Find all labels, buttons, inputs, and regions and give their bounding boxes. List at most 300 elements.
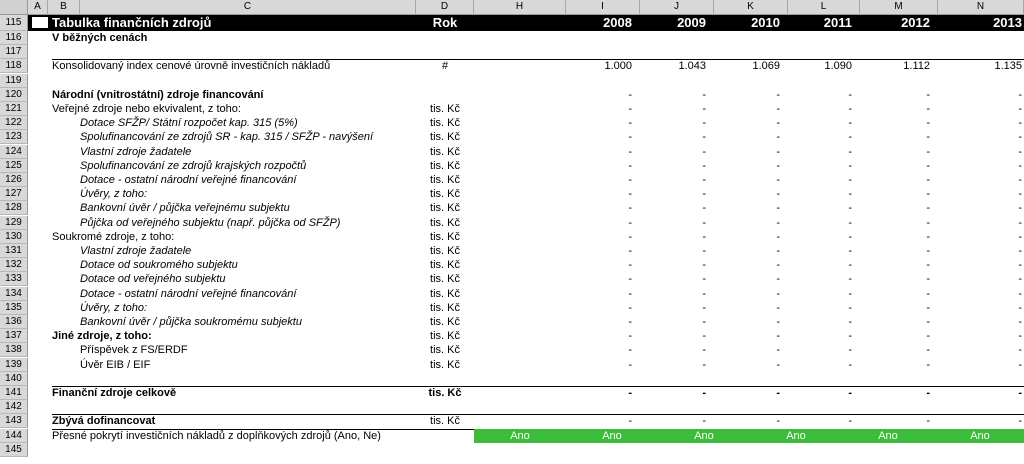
value-cell[interactable] bbox=[938, 74, 1024, 88]
value-cell[interactable]: - bbox=[1018, 117, 1022, 129]
value-cell[interactable]: - bbox=[848, 202, 852, 214]
value-cell[interactable] bbox=[860, 372, 938, 386]
value-cell[interactable]: - bbox=[926, 245, 930, 257]
year-2012[interactable]: 2012 bbox=[901, 15, 930, 30]
value-cell[interactable]: - bbox=[776, 330, 780, 342]
row-header[interactable]: 130 bbox=[0, 230, 28, 244]
value-cell[interactable]: - bbox=[628, 188, 632, 200]
column-header-j[interactable]: J bbox=[640, 0, 714, 14]
unit-cell[interactable]: # bbox=[441, 60, 449, 72]
column-header-a[interactable]: A bbox=[28, 0, 48, 14]
row-header[interactable]: 119 bbox=[0, 74, 28, 88]
value-cell[interactable]: - bbox=[776, 273, 780, 285]
value-cell[interactable]: - bbox=[926, 160, 930, 172]
table-row bbox=[0, 230, 1024, 244]
value-cell[interactable] bbox=[860, 74, 938, 88]
value-cell[interactable]: 1.135 bbox=[994, 60, 1022, 72]
value-cell[interactable]: - bbox=[628, 202, 632, 214]
value-cell[interactable]: - bbox=[926, 330, 930, 342]
row-label[interactable]: Vlastní zdroje žadatele bbox=[80, 245, 192, 257]
value-cell[interactable]: - bbox=[776, 359, 780, 371]
value-cell[interactable]: - bbox=[776, 146, 780, 158]
value-cell[interactable] bbox=[788, 31, 860, 45]
value-cell[interactable]: - bbox=[628, 174, 632, 186]
row-header[interactable]: 143 bbox=[0, 414, 28, 428]
value-cell[interactable]: - bbox=[926, 117, 930, 129]
value-cell[interactable] bbox=[566, 31, 640, 45]
column-header-n[interactable]: N bbox=[938, 0, 1024, 14]
value-cell[interactable]: - bbox=[926, 259, 930, 271]
row-label[interactable]: Konsolidovaný index cenové úrovně investičních nákladů bbox=[52, 60, 331, 72]
unit-cell[interactable]: tis. Kč bbox=[430, 316, 460, 328]
value-cell[interactable]: - bbox=[628, 415, 632, 427]
value-cell[interactable]: Ano bbox=[694, 430, 714, 442]
value-cell[interactable]: - bbox=[702, 188, 706, 200]
unit-cell[interactable]: tis. Kč bbox=[430, 103, 460, 115]
row-label[interactable]: Úvěry, z toho: bbox=[80, 302, 148, 314]
unit-cell[interactable]: tis. Kč bbox=[430, 146, 460, 158]
value-cell[interactable]: - bbox=[926, 89, 930, 101]
value-cell[interactable]: - bbox=[1018, 316, 1022, 328]
column-header-l[interactable]: L bbox=[788, 0, 860, 14]
row-label[interactable]: Bankovní úvěr / půjčka soukromému subjektu bbox=[80, 316, 302, 328]
value-cell[interactable]: - bbox=[628, 259, 632, 271]
row-label[interactable]: Národní (vnitrostátní) zdroje financování bbox=[52, 89, 264, 101]
value-cell[interactable]: - bbox=[926, 387, 930, 399]
unit-cell[interactable]: tis. Kč bbox=[430, 415, 460, 427]
value-cell[interactable] bbox=[714, 45, 788, 59]
value-cell[interactable] bbox=[714, 74, 788, 88]
unit-cell[interactable]: tis. Kč bbox=[428, 387, 462, 399]
value-cell[interactable]: - bbox=[776, 131, 780, 143]
column-header-h[interactable]: H bbox=[474, 0, 566, 14]
value-cell[interactable]: - bbox=[848, 359, 852, 371]
row-header[interactable]: 133 bbox=[0, 272, 28, 286]
table-row bbox=[0, 173, 1024, 187]
value-cell[interactable] bbox=[860, 443, 938, 457]
table-row bbox=[0, 329, 1024, 343]
value-cell[interactable]: - bbox=[702, 359, 706, 371]
row-header[interactable]: 118 bbox=[0, 59, 28, 73]
value-cell[interactable]: - bbox=[926, 415, 930, 427]
unit-cell[interactable]: tis. Kč bbox=[430, 117, 460, 129]
value-cell[interactable]: - bbox=[628, 273, 632, 285]
unit-cell[interactable]: tis. Kč bbox=[430, 302, 460, 314]
value-cell[interactable]: - bbox=[1018, 188, 1022, 200]
row-label[interactable] bbox=[52, 74, 416, 88]
value-cell[interactable]: - bbox=[628, 89, 632, 101]
unit-cell[interactable]: tis. Kč bbox=[430, 131, 460, 143]
value-cell[interactable]: 1.043 bbox=[678, 60, 706, 72]
value-cell[interactable]: - bbox=[1018, 359, 1022, 371]
value-cell[interactable]: - bbox=[848, 103, 852, 115]
row-header[interactable]: 120 bbox=[0, 88, 28, 102]
row-header[interactable]: 124 bbox=[0, 145, 28, 159]
row-label[interactable]: Finanční zdroje celkově bbox=[52, 387, 177, 399]
value-cell[interactable]: - bbox=[926, 344, 930, 356]
unit-cell[interactable]: tis. Kč bbox=[430, 160, 460, 172]
value-cell[interactable]: - bbox=[848, 131, 852, 143]
value-cell[interactable]: - bbox=[702, 302, 706, 314]
row-header[interactable]: 125 bbox=[0, 159, 28, 173]
value-cell[interactable]: - bbox=[628, 103, 632, 115]
row-label[interactable]: Jiné zdroje, z toho: bbox=[52, 330, 152, 342]
value-cell[interactable]: - bbox=[628, 131, 632, 143]
value-cell[interactable]: - bbox=[776, 202, 780, 214]
value-cell[interactable]: - bbox=[1018, 259, 1022, 271]
value-cell[interactable]: - bbox=[1018, 273, 1022, 285]
value-cell[interactable]: - bbox=[702, 316, 706, 328]
value-cell[interactable]: - bbox=[702, 288, 706, 300]
row-header[interactable]: 144 bbox=[0, 429, 28, 443]
active-cell-cursor[interactable] bbox=[30, 15, 50, 30]
value-cell[interactable] bbox=[938, 443, 1024, 457]
value-cell[interactable]: - bbox=[776, 302, 780, 314]
value-cell[interactable]: - bbox=[848, 316, 852, 328]
row-header[interactable]: 117 bbox=[0, 45, 28, 59]
row-header[interactable]: 142 bbox=[0, 400, 28, 414]
value-cell[interactable]: - bbox=[1018, 245, 1022, 257]
value-cell[interactable]: - bbox=[926, 316, 930, 328]
value-cell[interactable]: - bbox=[848, 387, 852, 399]
value-cell[interactable] bbox=[938, 31, 1024, 45]
value-cell[interactable]: - bbox=[1018, 131, 1022, 143]
value-cell[interactable]: - bbox=[628, 146, 632, 158]
value-cell[interactable]: - bbox=[776, 231, 780, 243]
value-cell[interactable]: - bbox=[628, 160, 632, 172]
value-cell[interactable]: - bbox=[776, 344, 780, 356]
row-header[interactable]: 129 bbox=[0, 216, 28, 230]
row-label[interactable] bbox=[52, 45, 416, 59]
value-cell[interactable]: - bbox=[1018, 415, 1022, 427]
row-label[interactable]: Úvěry, z toho: bbox=[80, 188, 148, 200]
value-cell[interactable]: Ano bbox=[786, 430, 806, 442]
row-label[interactable]: Zbývá dofinancovat bbox=[52, 415, 156, 427]
value-cell[interactable]: - bbox=[776, 188, 780, 200]
value-cell[interactable]: - bbox=[628, 330, 632, 342]
row-header[interactable]: 140 bbox=[0, 372, 28, 386]
value-cell[interactable] bbox=[640, 443, 714, 457]
value-cell[interactable] bbox=[714, 372, 788, 386]
value-cell[interactable] bbox=[640, 74, 714, 88]
row-label[interactable]: V běžných cenách bbox=[52, 32, 148, 44]
value-cell[interactable]: - bbox=[848, 288, 852, 300]
value-cell[interactable]: - bbox=[848, 217, 852, 229]
unit-cell[interactable]: tis. Kč bbox=[430, 174, 460, 186]
value-cell[interactable]: - bbox=[628, 217, 632, 229]
row-label[interactable]: Dotace od soukromého subjektu bbox=[80, 259, 238, 271]
value-cell[interactable]: - bbox=[926, 217, 930, 229]
value-cell[interactable]: - bbox=[702, 231, 706, 243]
value-cell[interactable] bbox=[788, 45, 860, 59]
value-cell[interactable]: - bbox=[628, 231, 632, 243]
row-header[interactable]: 131 bbox=[0, 244, 28, 258]
value-cell[interactable] bbox=[714, 400, 788, 414]
value-cell[interactable]: - bbox=[848, 344, 852, 356]
value-cell[interactable]: - bbox=[1018, 89, 1022, 101]
row-header[interactable]: 139 bbox=[0, 358, 28, 372]
value-cell[interactable]: - bbox=[1018, 330, 1022, 342]
row-header[interactable]: 123 bbox=[0, 130, 28, 144]
row-header[interactable]: 127 bbox=[0, 187, 28, 201]
value-cell[interactable]: - bbox=[848, 415, 852, 427]
value-cell[interactable]: - bbox=[776, 217, 780, 229]
value-cell[interactable]: - bbox=[628, 359, 632, 371]
unit-cell[interactable]: tis. Kč bbox=[430, 217, 460, 229]
value-cell[interactable]: - bbox=[702, 117, 706, 129]
value-cell[interactable]: 1.069 bbox=[752, 60, 780, 72]
row-header[interactable]: 134 bbox=[0, 287, 28, 301]
value-cell[interactable]: - bbox=[926, 231, 930, 243]
column-header-d[interactable]: D bbox=[416, 0, 474, 14]
unit-cell[interactable] bbox=[417, 443, 473, 457]
row-label[interactable]: Veřejné zdroje nebo ekvivalent, z toho: bbox=[52, 103, 241, 115]
column-header-m[interactable]: M bbox=[860, 0, 938, 14]
row-label[interactable]: Bankovní úvěr / půjčka veřejnému subjektu bbox=[80, 202, 290, 214]
value-cell[interactable]: - bbox=[776, 316, 780, 328]
unit-cell[interactable] bbox=[417, 372, 473, 386]
value-cell[interactable] bbox=[860, 400, 938, 414]
row-label[interactable]: Spolufinancování ze zdrojů SR - kap. 315 / SFŽP - navýšení bbox=[80, 131, 374, 143]
unit-cell[interactable]: tis. Kč bbox=[430, 359, 460, 371]
value-cell[interactable]: - bbox=[776, 160, 780, 172]
value-cell[interactable] bbox=[938, 45, 1024, 59]
value-cell[interactable] bbox=[566, 400, 640, 414]
row-label[interactable] bbox=[52, 400, 416, 414]
table-row bbox=[0, 88, 1024, 102]
value-cell[interactable]: - bbox=[702, 202, 706, 214]
unit-cell[interactable]: tis. Kč bbox=[430, 259, 460, 271]
rok-header[interactable]: Rok bbox=[432, 15, 458, 30]
row-label[interactable]: Dotace - ostatní národní veřejné financování bbox=[80, 174, 297, 186]
row-header[interactable]: 141 bbox=[0, 386, 28, 400]
unit-cell[interactable]: tis. Kč bbox=[430, 231, 460, 243]
row-label[interactable]: Půjčka od veřejného subjektu (např. půjčka od SFŽP) bbox=[80, 217, 341, 229]
unit-cell[interactable] bbox=[417, 400, 473, 414]
value-cell[interactable]: - bbox=[848, 330, 852, 342]
value-cell[interactable] bbox=[788, 74, 860, 88]
value-cell[interactable]: - bbox=[776, 259, 780, 271]
value-cell[interactable]: - bbox=[628, 316, 632, 328]
value-cell[interactable]: - bbox=[776, 415, 780, 427]
unit-cell[interactable] bbox=[417, 31, 473, 45]
table-row bbox=[0, 201, 1024, 215]
row-label[interactable]: Soukromé zdroje, z toho: bbox=[52, 231, 175, 243]
value-cell[interactable] bbox=[640, 45, 714, 59]
value-cell[interactable] bbox=[714, 443, 788, 457]
row-label[interactable]: Dotace od veřejného subjektu bbox=[80, 273, 226, 285]
value-cell[interactable] bbox=[938, 372, 1024, 386]
value-cell[interactable]: - bbox=[628, 302, 632, 314]
value-cell[interactable]: - bbox=[926, 146, 930, 158]
value-cell[interactable]: - bbox=[848, 245, 852, 257]
unit-cell[interactable]: tis. Kč bbox=[430, 202, 460, 214]
unit-cell[interactable] bbox=[417, 429, 473, 443]
row-label[interactable]: Dotace SFŽP/ Státní rozpočet kap. 315 (5%) bbox=[80, 117, 298, 129]
row-header[interactable]: 128 bbox=[0, 201, 28, 215]
value-cell[interactable]: - bbox=[1018, 217, 1022, 229]
value-cell[interactable]: - bbox=[776, 288, 780, 300]
column-header-b[interactable]: B bbox=[48, 0, 80, 14]
value-cell[interactable]: - bbox=[926, 273, 930, 285]
value-cell[interactable]: - bbox=[926, 359, 930, 371]
value-cell[interactable]: - bbox=[848, 273, 852, 285]
table-row bbox=[0, 31, 1024, 45]
unit-cell[interactable]: tis. Kč bbox=[430, 273, 460, 285]
value-cell[interactable]: - bbox=[628, 288, 632, 300]
value-cell[interactable]: - bbox=[848, 174, 852, 186]
row-header[interactable]: 126 bbox=[0, 173, 28, 187]
select-all-corner[interactable] bbox=[0, 0, 28, 14]
value-cell[interactable] bbox=[640, 31, 714, 45]
unit-cell[interactable]: tis. Kč bbox=[430, 245, 460, 257]
value-cell[interactable] bbox=[860, 45, 938, 59]
row-label[interactable]: Spolufinancování ze zdrojů krajských rozpočtů bbox=[80, 160, 307, 172]
value-cell[interactable]: - bbox=[1018, 160, 1022, 172]
value-cell[interactable] bbox=[788, 372, 860, 386]
value-cell[interactable]: Ano bbox=[970, 430, 990, 442]
year-2010[interactable]: 2010 bbox=[751, 15, 780, 30]
row-label[interactable] bbox=[52, 372, 416, 386]
value-cell[interactable]: Ano bbox=[878, 430, 898, 442]
value-cell[interactable] bbox=[788, 400, 860, 414]
year-2009[interactable]: 2009 bbox=[677, 15, 706, 30]
value-cell[interactable]: - bbox=[776, 245, 780, 257]
value-cell[interactable] bbox=[566, 45, 640, 59]
value-cell[interactable]: - bbox=[848, 259, 852, 271]
row-label[interactable]: Vlastní zdroje žadatele bbox=[80, 146, 192, 158]
value-cell[interactable]: - bbox=[926, 288, 930, 300]
value-cell[interactable]: - bbox=[848, 160, 852, 172]
value-cell[interactable]: 1.112 bbox=[903, 60, 930, 72]
value-cell[interactable] bbox=[566, 74, 640, 88]
value-cell[interactable]: - bbox=[702, 89, 706, 101]
row-header[interactable]: 138 bbox=[0, 343, 28, 357]
unit-cell[interactable] bbox=[417, 45, 473, 59]
row-header[interactable]: 132 bbox=[0, 258, 28, 272]
value-cell[interactable]: - bbox=[1018, 302, 1022, 314]
value-cell[interactable]: - bbox=[702, 174, 706, 186]
value-cell[interactable]: - bbox=[848, 117, 852, 129]
value-cell[interactable]: - bbox=[1018, 146, 1022, 158]
value-cell[interactable]: - bbox=[702, 146, 706, 158]
year-2013[interactable]: 2013 bbox=[993, 15, 1022, 30]
value-cell[interactable] bbox=[566, 443, 640, 457]
value-cell[interactable]: - bbox=[702, 344, 706, 356]
value-cell[interactable]: 1.000 bbox=[604, 60, 632, 72]
value-cell[interactable]: Ano bbox=[602, 430, 622, 442]
value-cell[interactable] bbox=[640, 372, 714, 386]
value-cell[interactable]: - bbox=[776, 117, 780, 129]
value-cell[interactable]: - bbox=[848, 146, 852, 158]
value-cell[interactable] bbox=[788, 443, 860, 457]
value-cell[interactable]: - bbox=[1018, 344, 1022, 356]
unit-cell[interactable]: tis. Kč bbox=[430, 188, 460, 200]
value-cell[interactable]: - bbox=[628, 117, 632, 129]
unit-cell[interactable] bbox=[417, 88, 473, 102]
row-header[interactable]: 135 bbox=[0, 301, 28, 315]
row-label[interactable]: Dotace - ostatní národní veřejné financování bbox=[80, 288, 297, 300]
value-cell[interactable]: - bbox=[848, 302, 852, 314]
unit-cell[interactable]: tis. Kč bbox=[430, 344, 460, 356]
row-label[interactable]: Přesné pokrytí investičních nákladů z doplňkových zdrojů (Ano, Ne) bbox=[52, 430, 381, 442]
row-header[interactable]: 115 bbox=[0, 15, 28, 31]
year-2008[interactable]: 2008 bbox=[603, 15, 632, 30]
value-cell[interactable]: - bbox=[1018, 202, 1022, 214]
row-label[interactable]: Úvěr EIB / EIF bbox=[80, 359, 151, 371]
row-header[interactable]: 116 bbox=[0, 31, 28, 45]
value-cell[interactable]: - bbox=[776, 387, 780, 399]
unit-cell[interactable] bbox=[417, 74, 473, 88]
value-cell[interactable]: - bbox=[848, 89, 852, 101]
column-header-i[interactable]: I bbox=[566, 0, 640, 14]
value-cell[interactable] bbox=[566, 372, 640, 386]
value-cell[interactable]: - bbox=[848, 188, 852, 200]
value-cell[interactable]: - bbox=[926, 202, 930, 214]
value-cell[interactable] bbox=[714, 31, 788, 45]
column-header-c[interactable]: C bbox=[80, 0, 416, 14]
value-cell[interactable]: - bbox=[702, 160, 706, 172]
value-cell[interactable]: - bbox=[628, 245, 632, 257]
row-label[interactable]: Příspěvek z FS/ERDF bbox=[80, 344, 188, 356]
table-row bbox=[0, 443, 1024, 457]
value-cell[interactable]: - bbox=[926, 131, 930, 143]
value-cell[interactable]: - bbox=[776, 89, 780, 101]
row-header[interactable]: 145 bbox=[0, 443, 28, 457]
value-cell[interactable]: - bbox=[702, 259, 706, 271]
value-cell[interactable]: - bbox=[628, 344, 632, 356]
table-title[interactable]: Tabulka finančních zdrojů bbox=[52, 15, 212, 30]
value-cell[interactable]: 1.090 bbox=[824, 60, 852, 72]
value-cell[interactable]: - bbox=[702, 103, 706, 115]
column-header-k[interactable]: K bbox=[714, 0, 788, 14]
value-cell[interactable]: - bbox=[1018, 288, 1022, 300]
unit-cell[interactable]: tis. Kč bbox=[430, 330, 460, 342]
value-cell[interactable]: - bbox=[926, 103, 930, 115]
value-cell[interactable]: - bbox=[926, 174, 930, 186]
value-cell[interactable]: - bbox=[702, 131, 706, 143]
value-cell[interactable]: - bbox=[702, 273, 706, 285]
value-cell[interactable]: - bbox=[776, 103, 780, 115]
row-header[interactable]: 122 bbox=[0, 116, 28, 130]
row-label[interactable] bbox=[52, 443, 416, 457]
year-2011[interactable]: 2011 bbox=[823, 15, 852, 30]
value-cell[interactable] bbox=[640, 400, 714, 414]
value-cell[interactable]: - bbox=[702, 217, 706, 229]
value-cell[interactable]: - bbox=[1018, 103, 1022, 115]
value-cell[interactable]: - bbox=[1018, 387, 1022, 399]
value-cell[interactable] bbox=[860, 31, 938, 45]
value-cell[interactable]: - bbox=[628, 387, 632, 399]
value-cell[interactable]: - bbox=[702, 415, 706, 427]
table-title-row bbox=[0, 15, 1024, 31]
value-cell[interactable]: - bbox=[1018, 174, 1022, 186]
unit-cell[interactable]: tis. Kč bbox=[430, 288, 460, 300]
row-header[interactable]: 121 bbox=[0, 102, 28, 116]
value-cell[interactable]: - bbox=[848, 231, 852, 243]
row-header[interactable]: 136 bbox=[0, 315, 28, 329]
value-cell[interactable]: - bbox=[702, 245, 706, 257]
value-cell[interactable]: - bbox=[926, 188, 930, 200]
value-cell[interactable]: Ano bbox=[510, 430, 530, 442]
value-cell[interactable]: - bbox=[702, 330, 706, 342]
row-header[interactable]: 137 bbox=[0, 329, 28, 343]
value-cell[interactable]: - bbox=[926, 302, 930, 314]
value-cell[interactable]: - bbox=[1018, 231, 1022, 243]
value-cell[interactable]: - bbox=[702, 387, 706, 399]
value-cell[interactable] bbox=[938, 400, 1024, 414]
value-cell[interactable]: - bbox=[776, 174, 780, 186]
